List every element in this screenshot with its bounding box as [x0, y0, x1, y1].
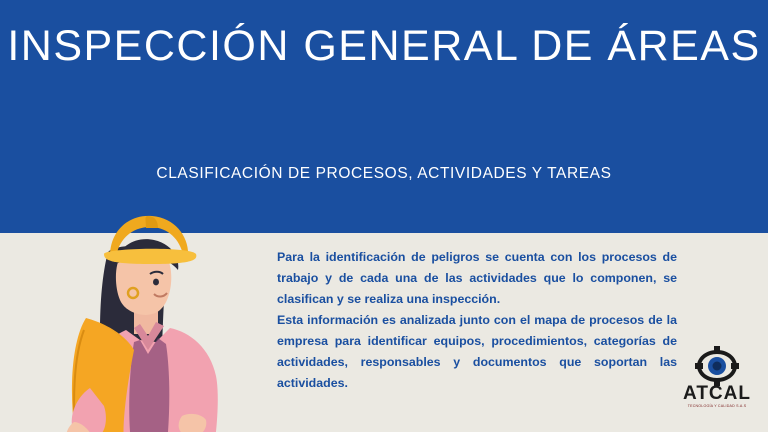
worker-with-blueprint-illustration: [30, 190, 270, 432]
logo-tagline: TECNOLOGÍA Y CALIDAD S.A.S: [687, 404, 747, 408]
page-title: INSPECCIÓN GENERAL DE ÁREAS: [7, 22, 761, 70]
body-paragraph-2: Esta información es analizada junto con el mapa de procesos de la empresa para identificar equipos, procedimientos, categorías de actividades, responsables y documentos que soportan las actividades.: [277, 313, 677, 390]
company-logo: [678, 346, 756, 424]
body-paragraph-1: Para la identificación de peligros se cuenta con los procesos de trabajo y de cada una de las actividades que lo componen, se clasifican y se realiza una inspección.: [277, 250, 677, 306]
eye-gear-icon: [693, 346, 741, 386]
page-subtitle: CLASIFICACIÓN DE PROCESOS, ACTIVIDADES Y TAREAS: [156, 165, 612, 182]
logo-name: ATCAL: [683, 383, 751, 404]
body-text: [277, 247, 677, 394]
